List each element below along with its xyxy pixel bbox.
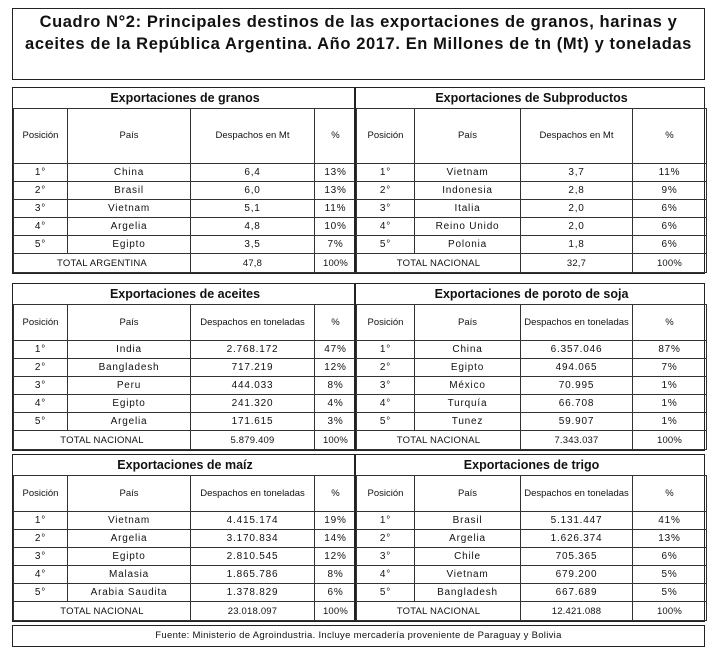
table-row xyxy=(357,512,707,530)
table-cell: 2,8 xyxy=(521,182,633,200)
table-cell: Polonia xyxy=(415,236,521,254)
table-row xyxy=(14,341,357,359)
total-value: 5.879.409 xyxy=(191,431,315,450)
column-header: % xyxy=(315,476,357,512)
table-cell: 13% xyxy=(315,164,357,182)
export-table xyxy=(12,87,355,274)
export-table xyxy=(12,283,355,451)
table-row xyxy=(357,377,707,395)
table-cell: 1° xyxy=(14,512,68,530)
table-cell: 87% xyxy=(633,341,707,359)
table-cell: 2,0 xyxy=(521,200,633,218)
table-cell: 6% xyxy=(315,584,357,602)
table-cell: Reino Unido xyxy=(415,218,521,236)
table-cell: 47% xyxy=(315,341,357,359)
table-cell: 6.357.046 xyxy=(521,341,633,359)
table-cell: 4° xyxy=(14,218,68,236)
table-cell: 3° xyxy=(14,377,68,395)
table-cell: 13% xyxy=(315,182,357,200)
table-cell: Malasia xyxy=(68,566,191,584)
table-row xyxy=(14,584,357,602)
table-row xyxy=(14,566,357,584)
table-row xyxy=(14,530,357,548)
table-cell: Indonesia xyxy=(415,182,521,200)
table-cell: 5° xyxy=(357,236,415,254)
table-cell: Egipto xyxy=(68,548,191,566)
table-row xyxy=(357,182,707,200)
column-header: Posición xyxy=(14,476,68,512)
total-value: 23.018.097 xyxy=(191,602,315,621)
table-cell: 1% xyxy=(633,395,707,413)
table-cell: 8% xyxy=(315,377,357,395)
table-row xyxy=(14,395,357,413)
table-row xyxy=(357,395,707,413)
table-cell: 41% xyxy=(633,512,707,530)
column-header: País xyxy=(68,476,191,512)
column-header: Posición xyxy=(357,476,415,512)
table-cell: Brasil xyxy=(415,512,521,530)
table-cell: 1° xyxy=(14,164,68,182)
total-label: TOTAL NACIONAL xyxy=(14,602,191,621)
table-cell: 12% xyxy=(315,548,357,566)
total-label: TOTAL NACIONAL xyxy=(357,254,521,273)
table-cell: 4.415.174 xyxy=(191,512,315,530)
table-cell: Vietnam xyxy=(415,566,521,584)
table-cell: Vietnam xyxy=(68,512,191,530)
table-row xyxy=(14,218,357,236)
table-cell: 1,8 xyxy=(521,236,633,254)
table-cell: 6,4 xyxy=(191,164,315,182)
table-cell: 241.320 xyxy=(191,395,315,413)
table-cell: 11% xyxy=(633,164,707,182)
table-cell: 2° xyxy=(357,182,415,200)
total-value: 32,7 xyxy=(521,254,633,273)
column-header: Posición xyxy=(14,305,68,341)
table-cell: Italia xyxy=(415,200,521,218)
total-percent: 100% xyxy=(315,431,357,450)
table-cell: 5% xyxy=(633,566,707,584)
table-cell: 5,1 xyxy=(191,200,315,218)
table-cell: 1.378.829 xyxy=(191,584,315,602)
table-cell: 2,0 xyxy=(521,218,633,236)
table-cell: China xyxy=(68,164,191,182)
table-cell: 3° xyxy=(14,200,68,218)
table-cell: Argelia xyxy=(68,218,191,236)
table-row xyxy=(357,359,707,377)
table-cell: 5° xyxy=(357,584,415,602)
table-cell: 5° xyxy=(14,413,68,431)
table-cell: Bangladesh xyxy=(415,584,521,602)
table-cell: Argelia xyxy=(415,530,521,548)
table-row xyxy=(14,413,357,431)
table-row xyxy=(357,566,707,584)
column-header: % xyxy=(633,305,707,341)
table-cell: 9% xyxy=(633,182,707,200)
column-header: Despachos en toneladas xyxy=(191,305,315,341)
total-percent: 100% xyxy=(315,254,357,273)
table-cell: 1° xyxy=(357,341,415,359)
table-cell: 14% xyxy=(315,530,357,548)
table-cell: 2.810.545 xyxy=(191,548,315,566)
table-cell: 171.615 xyxy=(191,413,315,431)
column-header: Posición xyxy=(357,305,415,341)
table-cell: 6% xyxy=(633,218,707,236)
column-header: % xyxy=(633,476,707,512)
table-cell: Chile xyxy=(415,548,521,566)
table-row xyxy=(357,413,707,431)
table-row xyxy=(14,236,357,254)
total-label: TOTAL NACIONAL xyxy=(357,602,521,621)
table-cell: 1° xyxy=(14,341,68,359)
table-cell: Argelia xyxy=(68,530,191,548)
source-footnote: Fuente: Ministerio de Agroindustria. Incluye mercadería proveniente de Paraguay y Bolivia xyxy=(12,625,705,647)
column-header: País xyxy=(68,109,191,164)
table-cell: 3° xyxy=(14,548,68,566)
column-header: Despachos en Mt xyxy=(521,109,633,164)
table-cell: 679.200 xyxy=(521,566,633,584)
table-cell: 5° xyxy=(14,236,68,254)
column-header: Posición xyxy=(14,109,68,164)
table-cell: 1.865.786 xyxy=(191,566,315,584)
total-percent: 100% xyxy=(633,254,707,273)
table-cell: 3,5 xyxy=(191,236,315,254)
table-row xyxy=(357,548,707,566)
table-row xyxy=(357,584,707,602)
table-cell: Peru xyxy=(68,377,191,395)
table-row xyxy=(357,200,707,218)
table-cell: Egipto xyxy=(68,236,191,254)
table-cell: 2° xyxy=(357,359,415,377)
table-cell: 59.907 xyxy=(521,413,633,431)
table-cell: 6,0 xyxy=(191,182,315,200)
total-percent: 100% xyxy=(633,602,707,621)
table-cell: 5° xyxy=(14,584,68,602)
table-cell: 2° xyxy=(14,530,68,548)
table-cell: 2.768.172 xyxy=(191,341,315,359)
total-row xyxy=(357,431,707,450)
column-header: Despachos en toneladas xyxy=(521,476,633,512)
table-row xyxy=(14,182,357,200)
total-value: 7.343.037 xyxy=(521,431,633,450)
table-heading: Exportaciones de maíz xyxy=(14,455,357,476)
table-cell: Tunez xyxy=(415,413,521,431)
table-cell: 1% xyxy=(633,377,707,395)
table-cell: 1.626.374 xyxy=(521,530,633,548)
table-cell: Vietnam xyxy=(415,164,521,182)
column-header: Despachos en toneladas xyxy=(191,476,315,512)
column-header: Despachos en Mt xyxy=(191,109,315,164)
table-cell: Turquía xyxy=(415,395,521,413)
column-header: % xyxy=(315,109,357,164)
table-cell: 4° xyxy=(357,395,415,413)
total-label: TOTAL NACIONAL xyxy=(14,431,191,450)
table-cell: 3,7 xyxy=(521,164,633,182)
table-row xyxy=(14,164,357,182)
column-header: % xyxy=(315,305,357,341)
table-cell: Egipto xyxy=(68,395,191,413)
column-header: País xyxy=(415,305,521,341)
table-cell: 5.131.447 xyxy=(521,512,633,530)
column-header: País xyxy=(68,305,191,341)
total-label: TOTAL ARGENTINA xyxy=(14,254,191,273)
table-row xyxy=(357,341,707,359)
table-cell: 66.708 xyxy=(521,395,633,413)
table-cell: 4° xyxy=(357,566,415,584)
table-row xyxy=(357,218,707,236)
table-cell: 717.219 xyxy=(191,359,315,377)
table-title: Cuadro N°2: Principales destinos de las exportaciones de granos, harinas y aceites de la República Argentina. Año 2017. En Millones de tn (Mt) y toneladas xyxy=(12,8,705,80)
total-label: TOTAL NACIONAL xyxy=(357,431,521,450)
total-row xyxy=(14,602,357,621)
table-cell: 667.689 xyxy=(521,584,633,602)
table-cell: 3° xyxy=(357,377,415,395)
table-cell: 5° xyxy=(357,413,415,431)
table-cell: 6% xyxy=(633,548,707,566)
table-cell: Brasil xyxy=(68,182,191,200)
total-percent: 100% xyxy=(633,431,707,450)
table-cell: 3% xyxy=(315,413,357,431)
table-heading: Exportaciones de poroto de soja xyxy=(357,284,707,305)
table-row xyxy=(14,512,357,530)
table-cell: 444.033 xyxy=(191,377,315,395)
table-cell: China xyxy=(415,341,521,359)
table-row xyxy=(14,200,357,218)
table-cell: 2° xyxy=(357,530,415,548)
table-row xyxy=(14,377,357,395)
table-cell: México xyxy=(415,377,521,395)
table-cell: 10% xyxy=(315,218,357,236)
table-heading: Exportaciones de Subproductos xyxy=(357,88,707,109)
table-cell: 8% xyxy=(315,566,357,584)
table-cell: India xyxy=(68,341,191,359)
table-cell: 4,8 xyxy=(191,218,315,236)
column-header: Despachos en toneladas xyxy=(521,305,633,341)
table-cell: 705.365 xyxy=(521,548,633,566)
table-cell: Arabia Saudita xyxy=(68,584,191,602)
table-cell: 11% xyxy=(315,200,357,218)
table-cell: 494.065 xyxy=(521,359,633,377)
table-cell: 1° xyxy=(357,164,415,182)
column-header: % xyxy=(633,109,707,164)
table-cell: 4° xyxy=(14,395,68,413)
total-value: 12.421.088 xyxy=(521,602,633,621)
total-percent: 100% xyxy=(315,602,357,621)
column-header: Posición xyxy=(357,109,415,164)
table-row xyxy=(14,359,357,377)
table-cell: 4% xyxy=(315,395,357,413)
table-cell: 5% xyxy=(633,584,707,602)
table-cell: Vietnam xyxy=(68,200,191,218)
table-cell: 6% xyxy=(633,236,707,254)
export-table xyxy=(355,454,705,622)
column-header: País xyxy=(415,109,521,164)
export-table xyxy=(12,454,355,622)
table-cell: 70.995 xyxy=(521,377,633,395)
table-heading: Exportaciones de trigo xyxy=(357,455,707,476)
total-row xyxy=(14,254,357,273)
table-cell: 12% xyxy=(315,359,357,377)
total-row xyxy=(14,431,357,450)
table-cell: Bangladesh xyxy=(68,359,191,377)
table-cell: 3° xyxy=(357,548,415,566)
table-cell: 19% xyxy=(315,512,357,530)
table-row xyxy=(357,236,707,254)
table-cell: 4° xyxy=(14,566,68,584)
total-row xyxy=(357,254,707,273)
table-cell: 7% xyxy=(633,359,707,377)
table-cell: 1° xyxy=(357,512,415,530)
table-cell: 4° xyxy=(357,218,415,236)
table-cell: Egipto xyxy=(415,359,521,377)
table-heading: Exportaciones de aceites xyxy=(14,284,357,305)
total-row xyxy=(357,602,707,621)
table-cell: 2° xyxy=(14,182,68,200)
total-value: 47,8 xyxy=(191,254,315,273)
table-cell: 3° xyxy=(357,200,415,218)
table-cell: 2° xyxy=(14,359,68,377)
table-heading: Exportaciones de granos xyxy=(14,88,357,109)
table-row xyxy=(14,548,357,566)
table-cell: 13% xyxy=(633,530,707,548)
table-cell: 1% xyxy=(633,413,707,431)
table-cell: 6% xyxy=(633,200,707,218)
table-row xyxy=(357,164,707,182)
table-cell: Argelia xyxy=(68,413,191,431)
table-row xyxy=(357,530,707,548)
table-cell: 7% xyxy=(315,236,357,254)
export-table xyxy=(355,87,705,274)
table-cell: 3.170.834 xyxy=(191,530,315,548)
column-header: País xyxy=(415,476,521,512)
export-table xyxy=(355,283,705,451)
